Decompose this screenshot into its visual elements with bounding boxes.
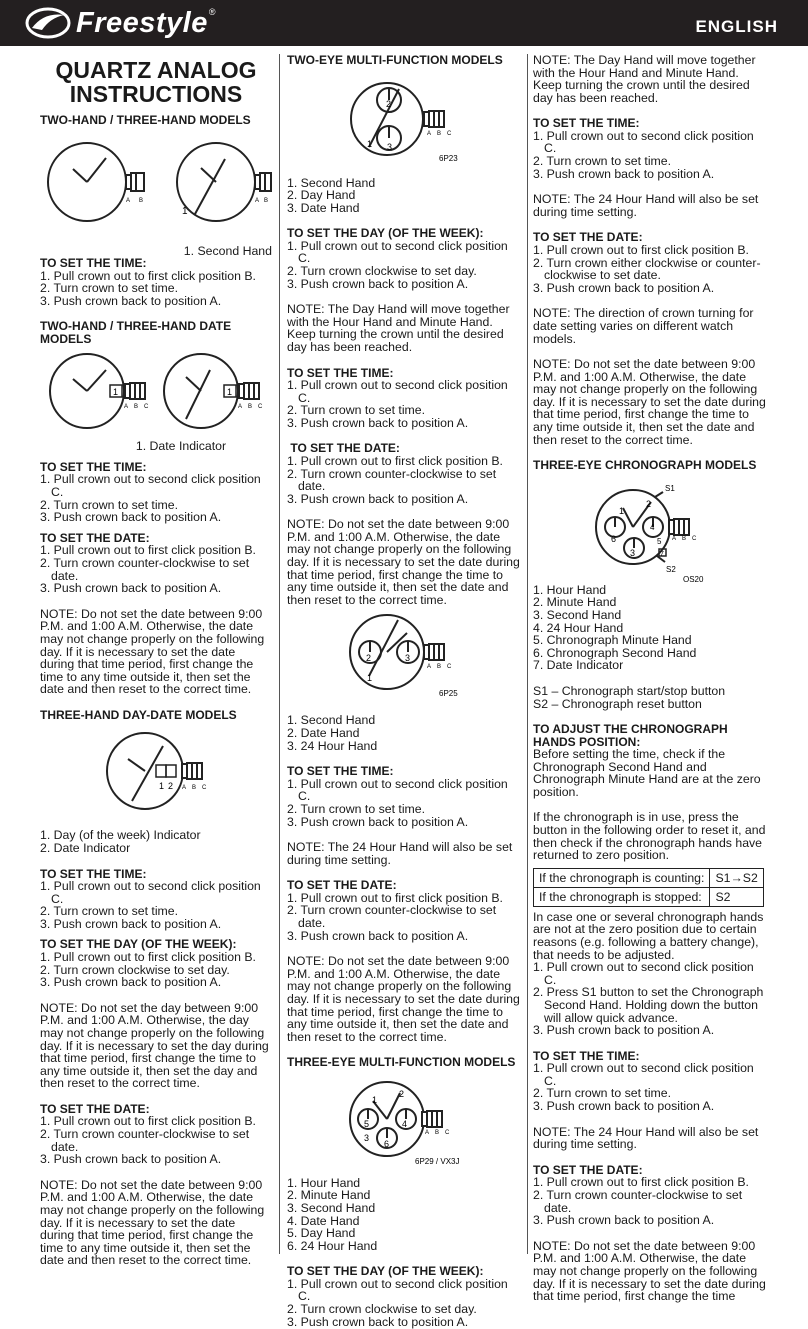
list-item: 2. Turn crown counter-clockwise to set date. — [287, 466, 497, 494]
svg-text:C: C — [447, 130, 452, 137]
svg-text:C: C — [445, 1129, 450, 1136]
section-heading: TO SET THE DATE: — [287, 441, 400, 456]
list-item: 3. Push crown back to position A. — [287, 928, 469, 943]
section-heading: TO SET THE TIME: — [40, 459, 147, 474]
list-item: 2. Turn crown counter-clockwise to set date. — [287, 903, 497, 930]
step-list — [40, 951, 272, 989]
list-item: 3. Push crown back to position A. — [533, 1099, 715, 1114]
svg-text:A: A — [427, 664, 432, 671]
svg-text:3: 3 — [630, 547, 636, 558]
list-item: 1. Pull crown out to second click position C. — [40, 879, 261, 906]
step-list — [287, 455, 523, 505]
svg-text:1: 1 — [367, 673, 373, 684]
svg-text:4: 4 — [650, 522, 655, 532]
note-text: NOTE: The 24 Hour Hand will also be set during time setting. — [533, 192, 759, 219]
list-item: 3. Push crown back to position A. — [287, 276, 469, 291]
list-item: 2. Turn crown to set time. — [533, 154, 672, 169]
svg-text:B: B — [192, 785, 197, 792]
svg-text:5: 5 — [657, 536, 662, 546]
list-item: 3. Push crown back to position A. — [40, 293, 222, 308]
note-text: NOTE: Do not set the date between 9:00 P.M. and 1:00 A.M. Otherwise, the date may not change properly on the following day. If it is necessary to set the date during that time period, first change the time to any time outside it, then set the date and then reset to the correct time. — [533, 357, 766, 447]
table-row — [534, 868, 764, 887]
body-text: Before setting the time, check if the Chronograph Second Hand and Chronograph Minute Hand are at the zero position. — [533, 747, 761, 799]
button-label: S2 — [666, 564, 676, 574]
list-item: 2. Turn crown clockwise to set day. — [287, 263, 477, 278]
list-item: 2. Turn crown to set time. — [40, 281, 179, 296]
legend-item: 7. Date Indicator — [533, 658, 624, 673]
svg-text:C: C — [692, 535, 697, 542]
list-item: 3. Push crown back to position A. — [40, 975, 222, 990]
svg-text:A: A — [425, 1129, 430, 1136]
svg-text:3: 3 — [364, 1132, 370, 1143]
note-text: NOTE: Do not set the date between 9:00 P.M. and 1:00 A.M. Otherwise, the date may not change properly on the following day. If it is necessary to set the date during that time period, first change the time to any time outside it, then set the date and then reset to the correct time. — [287, 954, 520, 1044]
list-item: 2. Turn crown to set time. — [287, 801, 426, 816]
legend-item: 4. Date Hand — [287, 1213, 360, 1228]
list-item: 1. Pull crown out to second click position C. — [533, 128, 754, 156]
section-heading: THREE-EYE CHRONOGRAPH MODELS — [533, 458, 757, 473]
list-item: 2. Turn crown to set time. — [533, 1086, 672, 1101]
note-text: NOTE: The Day Hand will move together with the Hour Hand and Minute Hand. Keep turning the crown until the desired day has been reached. — [533, 53, 756, 105]
list-item: 2. Turn crown counter-clockwise to set date. — [40, 1126, 250, 1154]
step-list — [287, 379, 523, 429]
figure-caption: 1. Second Hand — [183, 243, 272, 258]
list-item: 3. Push crown back to position A. — [533, 1213, 715, 1228]
two-eye-diagram — [287, 67, 523, 169]
date-model-diagram — [40, 345, 272, 440]
step-list — [533, 244, 769, 294]
body-text: In case one or several chronograph hands are not at the zero position due to certain reasons (e.g. following a battery change), that needs to be adjusted. — [533, 909, 764, 962]
svg-text:C: C — [447, 664, 452, 671]
table-cell: S1→S2 — [710, 868, 763, 887]
list-item: 3. Push crown back to position A. — [533, 1023, 715, 1038]
brand-name: Freestyle® — [76, 6, 216, 39]
table-row — [534, 887, 764, 906]
legend-item: 2. Date Hand — [287, 726, 360, 741]
list-item: 2. Turn crown to set time. — [287, 403, 426, 418]
note-text: NOTE: Do not set the date between 9:00 P.M. and 1:00 A.M. Otherwise, the date may not change properly on the following day. If it is necessary to set the date during that time period, first change the time to any time outside it, then set the date and then reset to the correct time. — [40, 1177, 265, 1268]
list-item: 3. Push crown back to position A. — [533, 280, 715, 295]
legend-item: 2. Day Hand — [287, 188, 356, 203]
legend-item: 5. Chronograph Minute Hand — [533, 633, 692, 648]
svg-text:7: 7 — [660, 550, 664, 558]
day-date-diagram — [40, 721, 272, 821]
svg-text:5: 5 — [364, 1118, 370, 1129]
list-item: 2. Turn crown to set time. — [40, 904, 179, 919]
list-item: 3. Push crown back to position A. — [287, 1314, 469, 1329]
svg-text:2: 2 — [399, 1088, 405, 1099]
legend-item: 6. 24 Hour Hand — [287, 1238, 378, 1253]
svg-text:2: 2 — [366, 653, 372, 664]
step-list — [40, 1115, 272, 1165]
list-item: 2. Press S1 button to set the Chronograph Second Hand. Holding down the button will allow quick advance. — [533, 985, 764, 1025]
list-item: 1. Pull crown out to second click position C. — [287, 776, 508, 804]
svg-text:C: C — [258, 404, 263, 411]
legend-item: 1. Hour Hand — [287, 1175, 361, 1190]
body-text: If the chronograph is in use, press the button in the following order to reset it, and then check if the chronograph hands have returned to zero position. — [533, 810, 766, 863]
list-item: 1. Pull crown out to first click position B. — [533, 1175, 749, 1190]
note-text: NOTE: The 24 Hour Hand will also be set during time setting. — [287, 840, 513, 867]
legend-item: 2. Date Indicator — [40, 840, 131, 855]
note-text: NOTE: Do not set the date between 9:00 P.M. and 1:00 A.M. Otherwise, the date may not change properly on the following day. If it is necessary to set the date during that time period, first change the time to any time outside it, then set the date and then reset to the correct time. — [40, 606, 265, 697]
note-text: NOTE: Do not set the date between 9:00 P.M. and 1:00 A.M. Otherwise, the date may not change properly on the following day. If it is necessary to set the date during that time period, first change the time to any time outside it, then set the date and then reset to the correct time. — [287, 517, 520, 607]
column-2 — [287, 54, 523, 1328]
list-item: 2. Turn crown either clockwise or counter-clockwise to set date. — [533, 255, 761, 283]
legend-item: 3. Second Hand — [287, 1201, 376, 1215]
list-item: 3. Push crown back to position A. — [40, 916, 222, 931]
svg-text:3: 3 — [387, 141, 393, 152]
step-list — [533, 961, 769, 1037]
header-bar — [0, 0, 808, 46]
legend-item: 6. Chronograph Second Hand — [533, 645, 697, 660]
svg-text:1: 1 — [619, 505, 625, 516]
step-list — [40, 880, 272, 930]
three-eye-diagram — [287, 1069, 523, 1169]
crown-label: B — [264, 197, 269, 204]
document-title: QUARTZ ANALOG INSTRUCTIONS — [55, 57, 257, 107]
column-3 — [533, 54, 769, 1303]
list-item: 2. Turn crown counter-clockwise to set date. — [40, 555, 250, 583]
svg-text:2: 2 — [168, 781, 174, 792]
section-heading: THREE-EYE MULTI-FUNCTION MODELS — [287, 1055, 516, 1070]
column-1 — [40, 54, 272, 1267]
svg-text:2: 2 — [386, 98, 392, 109]
two-hand-diagram — [40, 127, 272, 245]
reset-table — [533, 868, 764, 907]
date-window-number: 1 — [113, 387, 119, 398]
crown-label: B — [139, 197, 144, 204]
legend-item: 2. Minute Hand — [287, 1188, 371, 1203]
svg-text:B: B — [435, 1129, 440, 1136]
watch-figure — [48, 143, 271, 221]
legend-item: 1. Day (of the week) Indicator — [40, 828, 201, 843]
svg-text:6: 6 — [611, 533, 617, 544]
section-heading: TO SET THE TIME: — [533, 1048, 640, 1063]
step-list — [533, 1062, 769, 1112]
crown-label: A — [255, 197, 260, 204]
svg-text:C: C — [144, 404, 149, 411]
svg-text:B: B — [437, 130, 442, 137]
freestyle-logo-icon — [24, 6, 72, 40]
svg-text:6: 6 — [384, 1138, 390, 1149]
step-list — [533, 1176, 769, 1226]
button-legend: S1 – Chronograph start/stop button — [533, 683, 726, 698]
section-heading: TO SET THE TIME: — [287, 365, 394, 380]
model-number: 6P29 / VX3J — [415, 1156, 460, 1166]
table-cell: S2 — [710, 887, 763, 906]
svg-text:4: 4 — [402, 1118, 408, 1129]
list-item: 1. Pull crown out to second click position C. — [533, 1061, 754, 1088]
crown-label: A — [126, 197, 131, 204]
table-cell: If the chronograph is counting: — [534, 868, 710, 887]
list-item: 1. Pull crown out to first click position B. — [40, 1114, 256, 1129]
list-item: 3. Push crown back to position A. — [287, 814, 469, 829]
list-item: 3. Push crown back to position A. — [40, 581, 222, 596]
step-list — [287, 892, 523, 942]
list-item: 1. Pull crown out to second click position C. — [287, 1276, 508, 1304]
watch-figure — [107, 733, 202, 809]
button-label: S1 — [665, 483, 675, 493]
svg-text:B: B — [134, 404, 139, 411]
svg-text:2: 2 — [646, 498, 652, 509]
note-text: NOTE: Do not set the day between 9:00 P.M. and 1:00 A.M. Otherwise, the day may not change properly on the following day. If it is necessary to set the day during that time period, first change the time to any time outside it, then set the day and then reset to the correct time. — [40, 1000, 269, 1091]
language-label: ENGLISH — [695, 17, 778, 36]
legend-item: 5. Day Hand — [287, 1226, 356, 1241]
step-list — [287, 240, 523, 290]
legend-item: 3. 24 Hour Hand — [287, 738, 378, 753]
section-heading: TO SET THE TIME: — [40, 256, 147, 271]
svg-text:A: A — [182, 785, 187, 792]
svg-text:A: A — [427, 130, 432, 137]
model-number: OS20 — [683, 574, 704, 584]
table-cell: If the chronograph is stopped: — [534, 887, 710, 906]
list-item: 1. Pull crown out to second click position C. — [287, 378, 508, 405]
list-item: 3. Push crown back to position A. — [287, 415, 469, 430]
list-item: 1. Pull crown out to first click position B. — [287, 890, 503, 905]
model-number: 6P25 — [439, 689, 458, 699]
svg-text:1: 1 — [159, 781, 165, 792]
svg-text:C: C — [202, 785, 207, 792]
section-heading: TO SET THE TIME: — [533, 116, 640, 131]
section-heading: TO SET THE DAY (OF THE WEEK): — [287, 226, 484, 241]
list-item: 2. Turn crown clockwise to set day. — [287, 1302, 477, 1317]
step-list — [40, 270, 272, 308]
chronograph-diagram — [533, 472, 769, 584]
list-item: 3. Push crown back to position A. — [40, 510, 222, 525]
note-text: NOTE: The direction of crown turning for date setting varies on different watch models. — [533, 306, 754, 346]
list-item: 1. Pull crown out to first click position B. — [40, 268, 256, 283]
list-item: 1. Pull crown out to first click position B. — [40, 949, 256, 964]
section-heading: TO SET THE DATE: — [533, 230, 643, 245]
svg-text:1: 1 — [372, 1094, 378, 1105]
brand-logo — [24, 4, 216, 42]
list-item: 3. Push crown back to position A. — [40, 1152, 222, 1167]
section-heading: TO SET THE DATE: — [533, 1162, 643, 1177]
section-heading: TO SET THE TIME: — [40, 866, 147, 881]
legend-item: 4. 24 Hour Hand — [533, 620, 624, 635]
step-list — [40, 544, 272, 594]
list-item: 3. Push crown back to position A. — [533, 166, 715, 181]
date-window-number: 1 — [227, 387, 233, 398]
legend-item: 1. Second Hand — [287, 713, 376, 728]
svg-text:B: B — [437, 664, 442, 671]
note-text: NOTE: The 24 Hour Hand will also be set during time setting. — [533, 1124, 759, 1152]
list-item: 2. Turn crown clockwise to set day. — [40, 962, 230, 977]
svg-text:B: B — [248, 404, 253, 411]
note-text: NOTE: Do not set the date between 9:00 P.M. and 1:00 A.M. Otherwise, the date may not change properly on the following day. If it is necessary to set the date during that time period, first change the time — [533, 1238, 766, 1304]
svg-text:3: 3 — [405, 653, 411, 664]
list-item: 1. Pull crown out to second click position C. — [40, 472, 261, 500]
note-text: NOTE: The Day Hand will move together with the Hour Hand and Minute Hand. Keep turning the crown until the desired day has been reached. — [287, 302, 510, 354]
list-item: 3. Push crown back to position A. — [287, 491, 469, 506]
column-divider — [527, 54, 528, 1254]
section-heading: THREE-HAND DAY-DATE MODELS — [40, 707, 237, 722]
section-heading: TO SET THE TIME: — [287, 764, 394, 779]
list-item: 1. Pull crown out to first click position B. — [40, 543, 256, 558]
button-legend: S2 – Chronograph reset button — [533, 696, 702, 711]
section-heading: TO SET THE DATE: — [40, 530, 150, 545]
legend-item: 2. Minute Hand — [533, 595, 617, 610]
list-item: 2. Turn crown counter-clockwise to set date. — [533, 1187, 743, 1215]
list-item: 1. Pull crown out to first click position B. — [287, 453, 503, 468]
model-number: 6P23 — [439, 153, 458, 163]
section-heading: TO SET THE DAY (OF THE WEEK): — [40, 937, 237, 952]
figure-caption: 1. Date Indicator — [135, 439, 227, 454]
svg-text:A: A — [672, 535, 677, 542]
svg-text:A: A — [124, 404, 129, 411]
two-eye-24h-diagram — [287, 606, 523, 706]
svg-text:1: 1 — [367, 138, 373, 149]
section-heading: TO SET THE DAY (OF THE WEEK): — [287, 1264, 484, 1279]
legend-item: 1. Hour Hand — [533, 582, 607, 597]
list-item: 1. Pull crown out to first click position B. — [533, 242, 749, 257]
column-divider — [279, 54, 280, 1254]
step-list — [40, 473, 272, 523]
list-item: 1. Pull crown out to second click position C. — [533, 960, 754, 987]
section-heading: TWO-HAND / THREE-HAND DATE MODELS — [40, 319, 232, 346]
svg-text:A: A — [238, 404, 243, 411]
step-list — [533, 130, 769, 180]
section-heading: TWO-EYE MULTI-FUNCTION MODELS — [287, 53, 503, 67]
list-item: 1. Pull crown out to second click position C. — [287, 238, 508, 266]
legend-item: 3. Date Hand — [287, 200, 360, 215]
section-heading: TO SET THE DATE: — [40, 1101, 150, 1116]
hand-number: 1 — [182, 205, 188, 217]
section-heading: TWO-HAND / THREE-HAND MODELS — [40, 113, 251, 127]
legend-item: 3. Second Hand — [533, 607, 622, 622]
step-list — [287, 1278, 523, 1328]
svg-text:B: B — [682, 535, 687, 542]
section-heading: TO SET THE DATE: — [287, 878, 397, 893]
step-list — [287, 778, 523, 828]
legend-item: 1. Second Hand — [287, 175, 376, 190]
section-heading: TO ADJUST THE CHRONOGRAPH HANDS POSITION: — [533, 722, 728, 749]
list-item: 2. Turn crown to set time. — [40, 497, 179, 512]
